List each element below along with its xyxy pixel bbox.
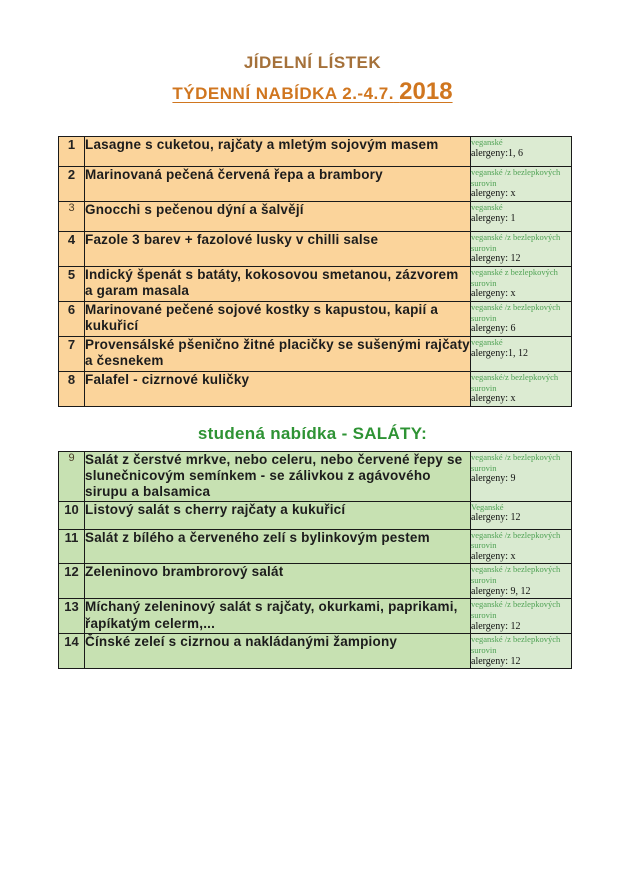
diet-info-cell [471, 137, 572, 167]
row-number: 1 [59, 137, 85, 167]
diet-info-cell [471, 634, 572, 669]
diet-info-cell [471, 452, 572, 502]
table-row [59, 137, 572, 167]
diet-label: veganské/z bezlepkových surovin [471, 372, 559, 393]
table-row [59, 202, 572, 232]
allergen-label: alergeny: 9, 12 [471, 585, 531, 597]
document-header [0, 0, 625, 106]
allergen-label: alergeny: 12 [471, 620, 521, 632]
diet-info-cell [471, 529, 572, 564]
row-number: 5 [59, 267, 85, 302]
row-number: 10 [59, 501, 85, 529]
diet-info-cell [471, 501, 572, 529]
diet-label: veganské /z bezlepkových surovin [471, 634, 561, 656]
dish-name: Falafel - cizrnové kuličky [85, 372, 471, 407]
allergen-label: alergeny: 1 [471, 212, 516, 224]
diet-label: veganské /z bezlepkových surovin [471, 564, 561, 586]
dish-name: Indický špenát s batáty, kokosovou smetanou, zázvorem a garam masala [85, 267, 471, 302]
row-number: 2 [59, 167, 85, 202]
diet-info-cell [471, 372, 572, 407]
dish-name: Marinovaná pečená červená řepa a brambory [85, 167, 471, 202]
dish-name: Fazole 3 barev + fazolové lusky v chilli salse [85, 232, 471, 267]
table-row [59, 267, 572, 302]
table-row [59, 599, 572, 634]
allergen-label: alergeny: x [471, 188, 516, 200]
diet-label: veganské /z bezlepkových surovin [471, 599, 561, 621]
dish-name: Zeleninovo brambrorový salát [85, 564, 471, 599]
diet-label: veganské /z bezlepkových surovin [471, 302, 561, 323]
row-number: 7 [59, 337, 85, 372]
table-row [59, 167, 572, 202]
dish-name: Čínské zeleí s cizrnou a nakládanými žampiony [85, 634, 471, 669]
row-number: 14 [59, 634, 85, 669]
diet-label: veganské z bezlepkových surovin [471, 267, 558, 288]
row-number: 4 [59, 232, 85, 267]
allergen-label: alergeny: x [471, 393, 516, 405]
dish-name: Marinované pečené sojové kostky s kapustou, kapií a kukuřicí [85, 302, 471, 337]
allergen-label: alergeny: x [471, 550, 516, 562]
allergen-label: alergeny:1, 6 [471, 147, 524, 159]
allergen-label: alergeny: 12 [471, 253, 521, 265]
row-number: 9 [59, 452, 85, 502]
dish-name: Salát z čerstvé mrkve, nebo celeru, nebo červené řepy se slunečnicovým semínkem - se zálivkou z agávového sirupu a balsamica [85, 452, 471, 502]
allergen-label: alergeny: 6 [471, 323, 516, 335]
allergen-label: alergeny: 12 [471, 512, 521, 524]
subtitle-year: 2018 [399, 78, 453, 106]
diet-info-cell [471, 302, 572, 337]
diet-info-cell [471, 167, 572, 202]
table-row [59, 452, 572, 502]
diet-info-cell [471, 202, 572, 232]
page-title: JÍDELNÍ LÍSTEK [243, 53, 382, 72]
dish-name: Listový salát s cherry rajčaty a kukuřicí [85, 501, 471, 529]
table-row [59, 372, 572, 407]
allergen-label: alergeny: 12 [471, 655, 521, 667]
table-row [59, 302, 572, 337]
diet-label: veganské [471, 202, 503, 213]
row-number: 12 [59, 564, 85, 599]
diet-info-cell [471, 564, 572, 599]
table-row [59, 634, 572, 669]
diet-label: veganské [471, 337, 503, 348]
dish-name: Provensálské pšenično žitné placičky se sušenými rajčaty a česnekem [85, 337, 471, 372]
subtitle-week-range: TÝDENNÍ NABÍDKA 2.-4.7. [172, 84, 394, 104]
diet-info-cell [471, 267, 572, 302]
dish-name: Salát z bílého a červeného zelí s bylinkovým pestem [85, 529, 471, 564]
allergen-label: alergeny: 9 [471, 473, 516, 485]
allergen-label: alergeny: x [471, 288, 516, 300]
dish-name: Gnocchi s pečenou dýní a šalvějí [85, 202, 471, 232]
table-row [59, 501, 572, 529]
row-number: 11 [59, 529, 85, 564]
diet-label: veganské /z bezlepkových surovin [471, 232, 561, 253]
dish-name: Lasagne s cuketou, rajčaty a mletým sojovým masem [85, 137, 471, 167]
row-number: 6 [59, 302, 85, 337]
diet-label: veganské /z bezlepkových surovin [471, 452, 561, 473]
salad-menu-table [58, 451, 572, 669]
table-row [59, 337, 572, 372]
diet-label: Veganské [471, 501, 504, 512]
table-row [59, 529, 572, 564]
diet-info-cell [471, 337, 572, 372]
diet-label: veganské [471, 137, 503, 148]
diet-label: veganské /z bezlepkových surovin [471, 529, 561, 551]
page-subtitle [0, 78, 625, 106]
allergen-label: alergeny:1, 12 [471, 347, 529, 359]
hot-menu-table [58, 136, 572, 407]
diet-info-cell [471, 232, 572, 267]
row-number: 3 [59, 202, 85, 232]
row-number: 8 [59, 372, 85, 407]
salad-section-title: studená nabídka - SALÁTY: [197, 424, 428, 444]
table-row [59, 564, 572, 599]
table-row [59, 232, 572, 267]
diet-info-cell [471, 599, 572, 634]
dish-name: Míchaný zeleninový salát s rajčaty, okurkami, paprikami, řapíkatým celerm,... [85, 599, 471, 634]
diet-label: veganské /z bezlepkových surovin [471, 167, 561, 188]
row-number: 13 [59, 599, 85, 634]
